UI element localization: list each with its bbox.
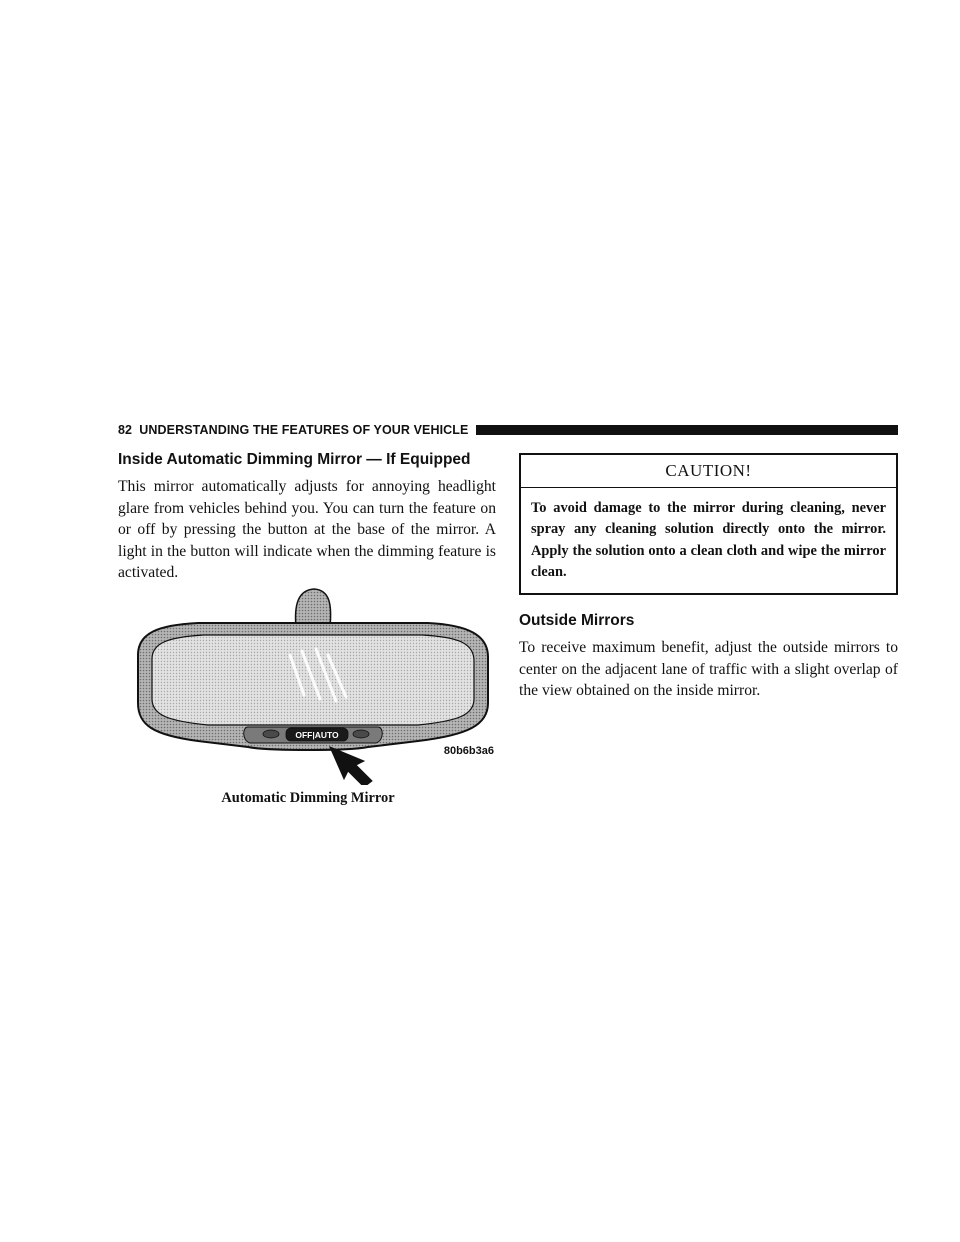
page-number: 82 [118, 423, 133, 437]
caution-title: CAUTION! [521, 455, 896, 488]
dimming-mirror-paragraph: This mirror automatically adjusts for annoying headlight glare from vehicles behind you. You can turn the feature on or off by pressing the button at the base of the mirror. A light in the button will indicate when the dimming feature is activated. [118, 478, 496, 582]
sensor-left [263, 730, 279, 738]
sensor-right [353, 730, 369, 738]
caution-text: To avoid damage to the mirror during cleaning, never spray any cleaning solution directly onto the mirror. Apply the solution onto a clean cloth and wipe the mirror clean. [531, 500, 886, 580]
mirror-figure [118, 585, 498, 810]
figure-id: 80b6b3a6 [443, 745, 494, 757]
section-heading-outside-mirrors: Outside Mirrors [519, 612, 635, 630]
pointer-arrow-icon [330, 747, 372, 785]
mirror-illustration [118, 585, 498, 785]
mirror-mount [296, 589, 331, 627]
outside-mirrors-paragraph: To receive maximum benefit, adjust the outside mirrors to center on the adjacent lane of traffic with a slight overlap of the view obtained on the inside mirror. [519, 639, 898, 700]
chapter-title: UNDERSTANDING THE FEATURES OF YOUR VEHICLE [139, 423, 469, 437]
off-auto-label: OFF|AUTO [295, 730, 339, 740]
right-column [519, 453, 898, 702]
left-column [118, 450, 496, 584]
page-header-text [118, 423, 468, 437]
page-header [118, 421, 898, 439]
caution-box [519, 453, 898, 595]
header-rule [476, 425, 898, 435]
section-heading-dimming-mirror: Inside Automatic Dimming Mirror — If Equipped [118, 451, 471, 468]
figure-caption: Automatic Dimming Mirror [221, 790, 395, 806]
